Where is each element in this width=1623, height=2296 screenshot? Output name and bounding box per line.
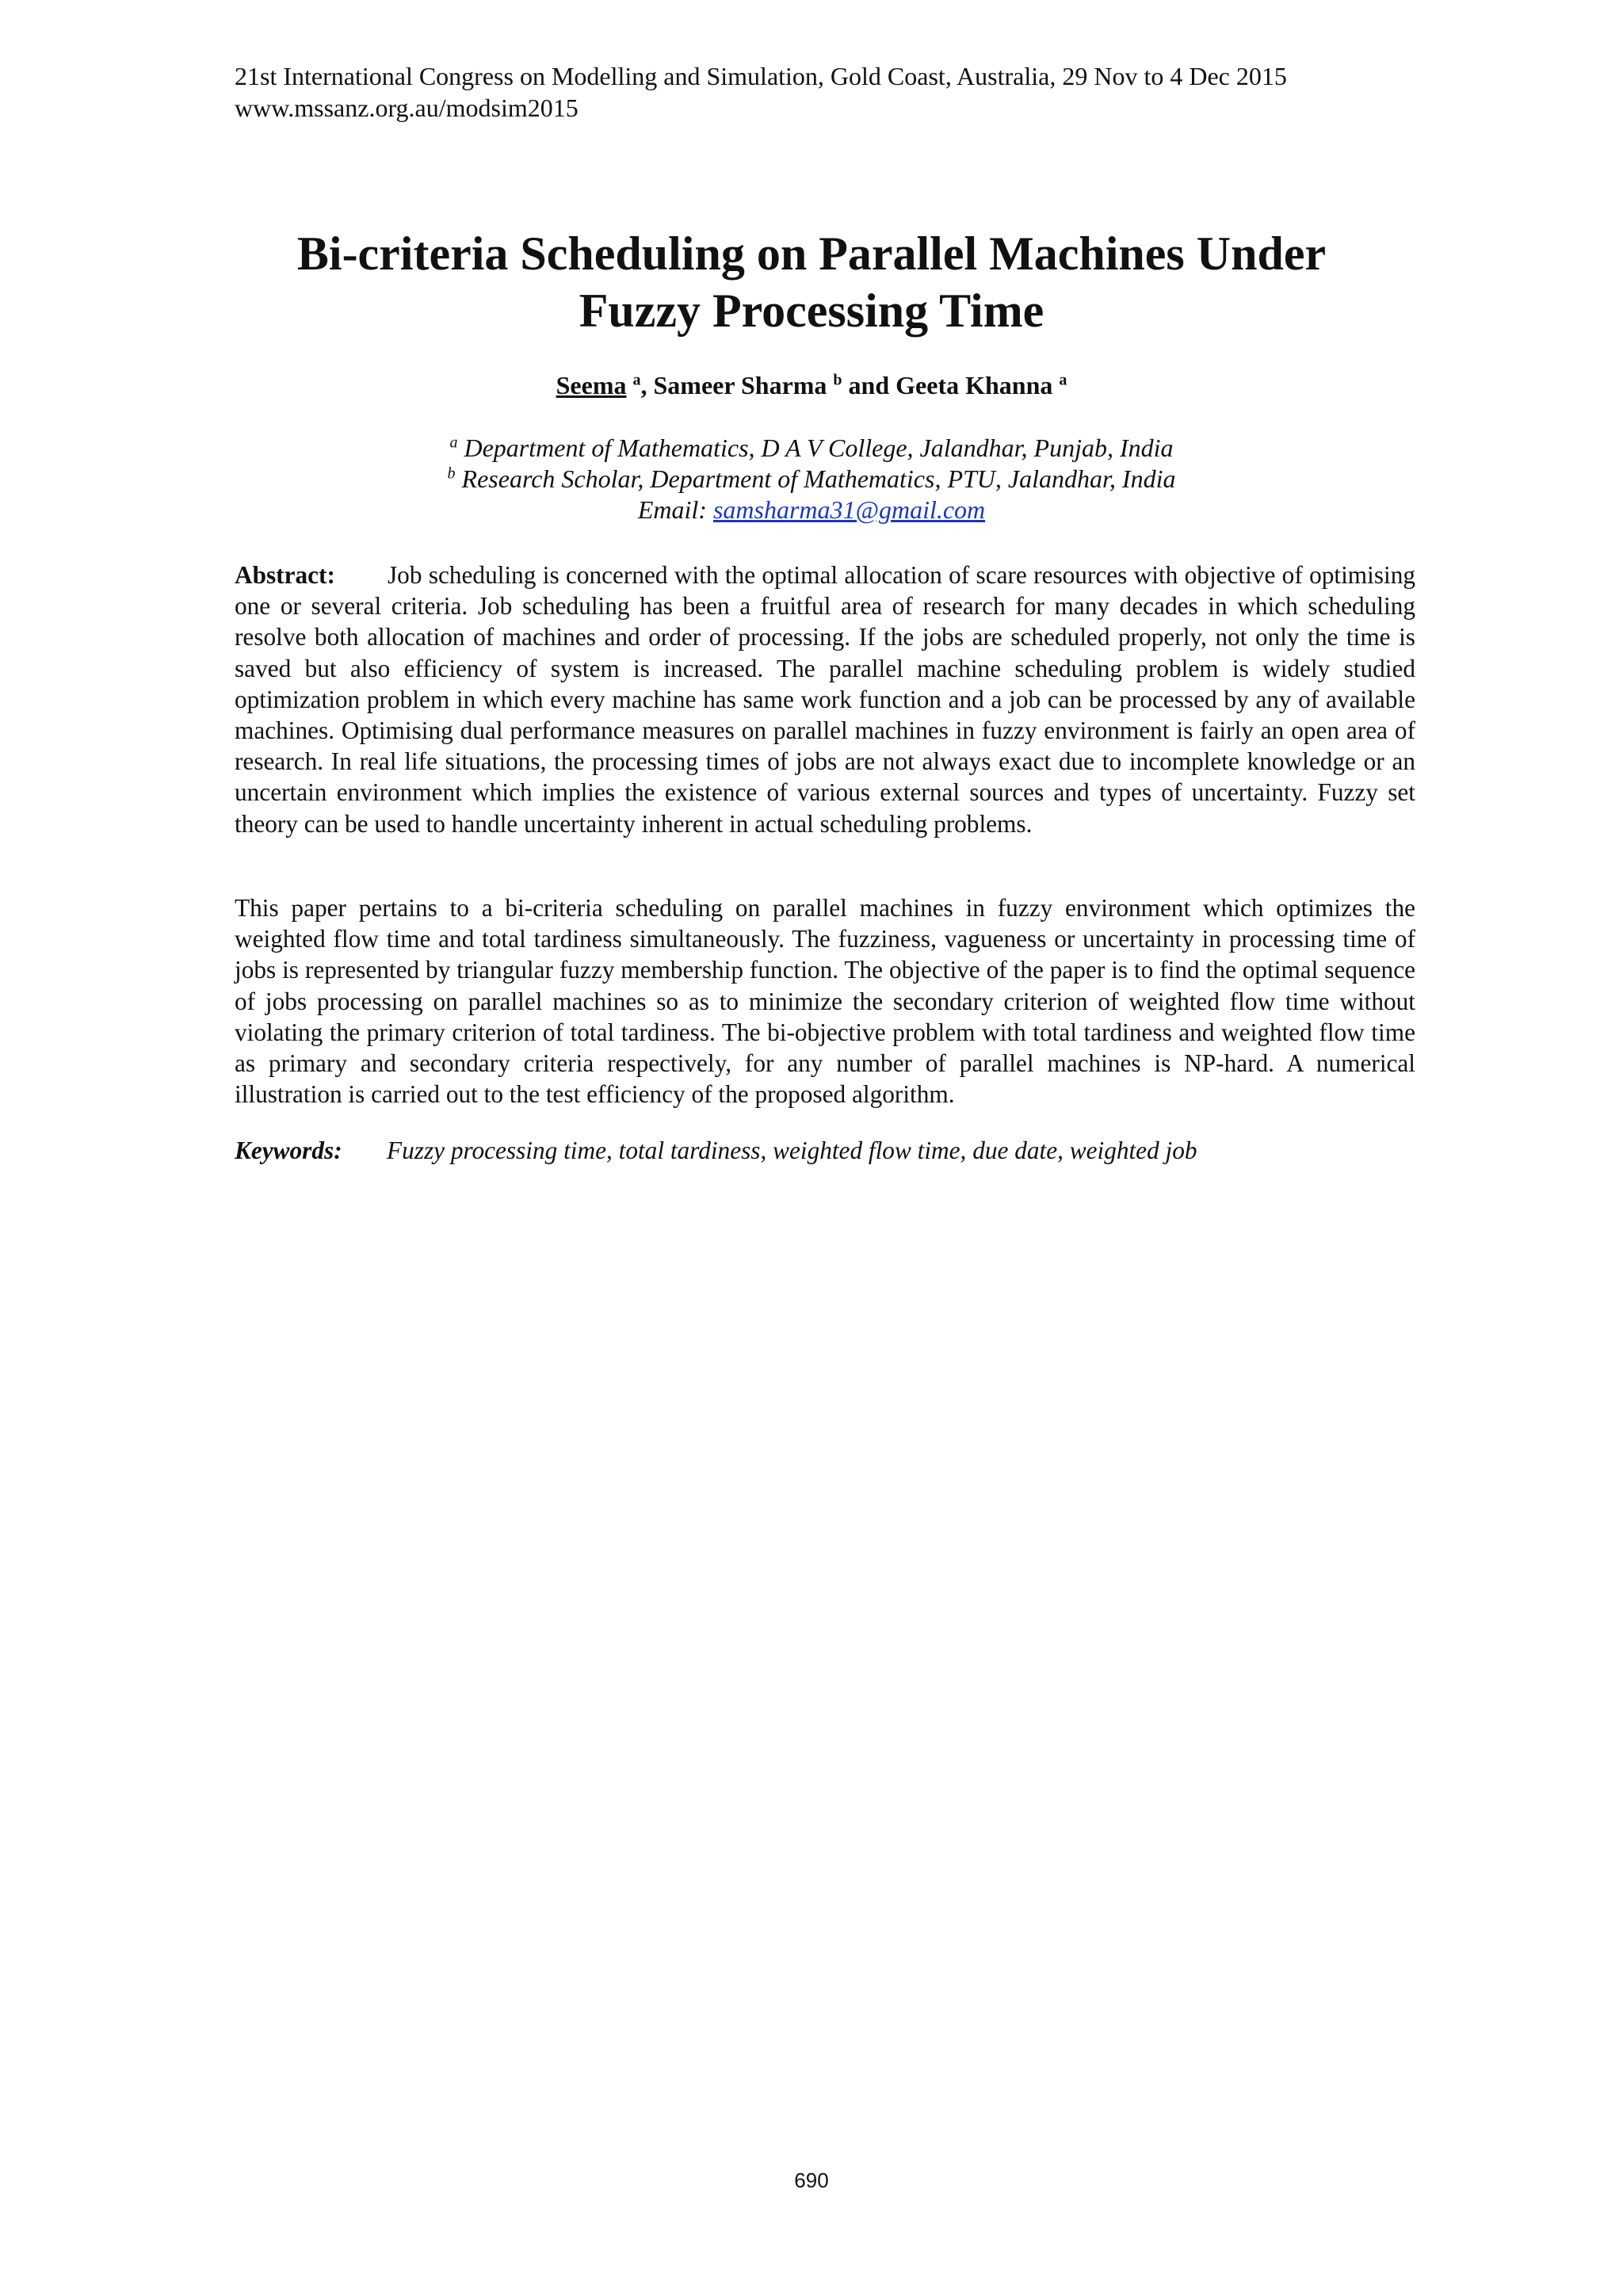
page-number: 690 [794,2168,829,2192]
conference-url: www.mssanz.org.au/modsim2015 [235,94,579,122]
author-geeta-khanna: and Geeta Khanna [842,371,1053,399]
keywords-label: Keywords: [235,1137,342,1164]
abstract-label: Abstract: [235,561,335,589]
keywords [235,1135,1197,1166]
author-list [0,369,1623,401]
title-line-2: Fuzzy Processing Time [579,285,1044,337]
email-label: Email: [637,495,707,524]
author-seema: Seema [556,371,627,399]
email-line [0,495,1623,525]
conference-line: 21st International Congress on Modelling and Simulation, Gold Coast, Australia, 29 Nov to 4 Dec 2015 [235,62,1287,90]
author-sameer-affil: b [833,371,842,389]
email-link[interactable]: samsharma31@gmail.com [712,495,986,524]
paper-title [0,225,1623,339]
affiliation-b [0,464,1623,495]
keywords-text: Fuzzy processing time, total tardiness, weighted flow time, due date, weighted job [387,1137,1197,1164]
conference-header [235,60,1287,124]
abstract-paragraph-2: This paper pertains to a bi-criteria scheduling on parallel machines in fuzzy environment which optimizes the weighted flow time and total tardiness simultaneously. The fuzziness, vagueness or uncertainty in processing time of jobs is represented by triangular fuzzy membership function. The objective of the paper is to find the optimal sequence of jobs processing on parallel machines so as to minimize the secondary criterion of weighted flow time without violating the primary criterion of total tardiness. The bi-objective problem with total tardiness and weighted flow time as primary and secondary criteria respectively, for any number of parallel machines is NP-hard. A numerical illustration is carried out to the test efficiency of the proposed algorithm. [235,894,1415,1109]
affiliation-a-marker: a [449,434,458,452]
author-geeta-affil: a [1059,371,1067,389]
abstract-text: Job scheduling is concerned with the optimal allocation of scare resources with objective of optimising one or several criteria. Job scheduling has been a fruitful area of research for many decades in which scheduling resolve both allocation of machines and order of processing. If the jobs are scheduled properly, not only the time is saved but also efficiency of system is increased. The parallel machine scheduling problem is widely studied optimization problem in which every machine has same work function and a job can be processed by any of available machines. Optimising dual performance measures on parallel machines in fuzzy environment is fairly an open area of research. In real life situations, the processing times of jobs are not always exact due to incomplete knowledge or an uncertain environment which implies the existence of various external sources and types of uncertainty. Fuzzy set theory can be used to handle uncertainty inherent in actual scheduling problems. [235,561,1415,838]
affiliation-a [0,433,1623,464]
title-line-1: Bi-criteria Scheduling on Parallel Machines Under [296,227,1327,280]
abstract [235,560,1415,839]
affiliation-b-text: Research Scholar, Department of Mathematics, PTU, Jalandhar, India [461,464,1176,493]
author-sameer-sharma: , Sameer Sharma [640,371,827,399]
affiliation-b-marker: b [447,464,456,483]
affiliation-a-text: Department of Mathematics, D A V College, Jalandhar, Punjab, India [464,434,1174,462]
author-seema-affil: a [632,371,641,389]
affiliations [0,433,1623,525]
